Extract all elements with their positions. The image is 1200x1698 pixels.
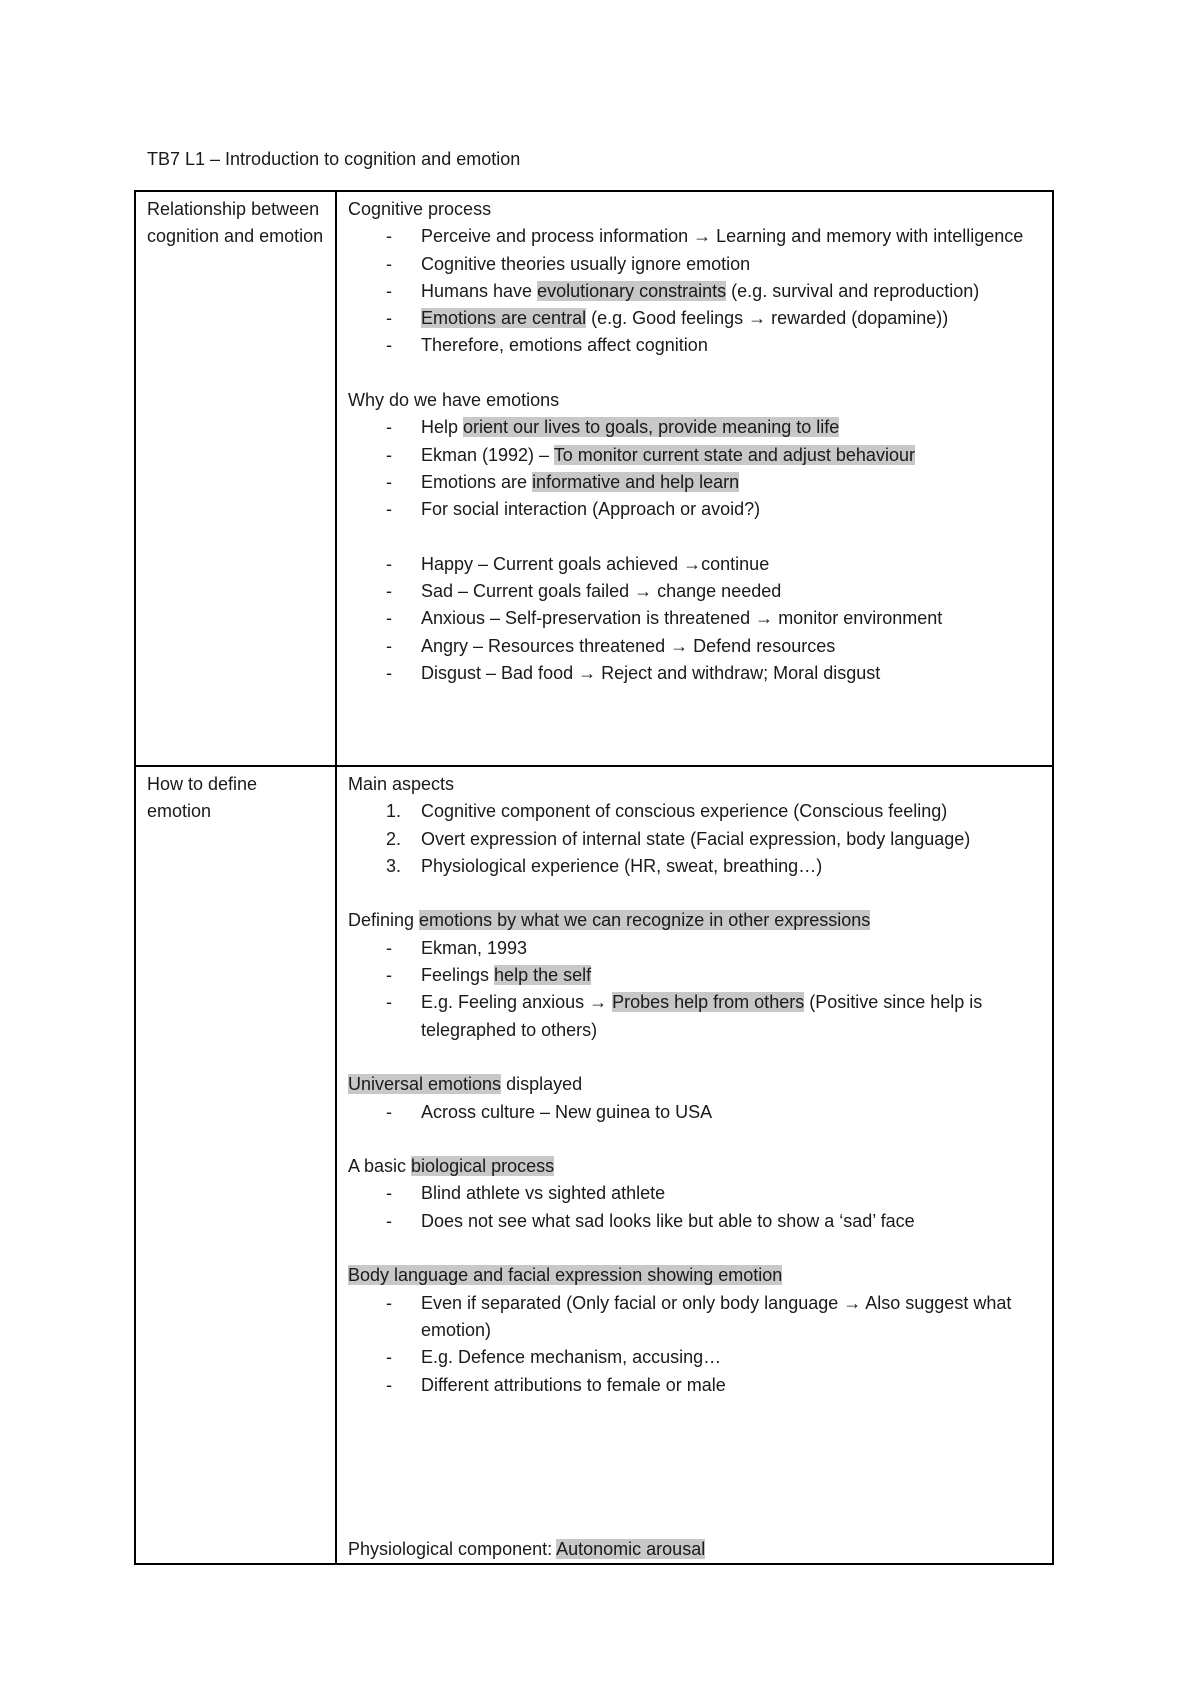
list-item <box>348 633 1042 660</box>
text-run: Humans have <box>421 280 538 301</box>
text-run: Cognitive theories usually ignore emotion <box>421 253 751 274</box>
list-item <box>348 962 1042 989</box>
list-item <box>348 278 1042 305</box>
section-heading <box>348 907 1042 934</box>
text-run: Therefore, emotions affect cognition <box>421 335 708 356</box>
spacer <box>348 1044 1042 1071</box>
row-label-define-emotion: How to define emotion <box>135 766 336 1564</box>
list-item <box>348 1344 1042 1371</box>
list-item <box>348 496 1042 523</box>
table-row <box>135 766 1053 1564</box>
text-run: Blind athlete vs sighted athlete <box>421 1183 666 1204</box>
list-number: 3. <box>386 855 402 876</box>
bullet-list <box>348 1290 1042 1399</box>
bullet-list <box>348 223 1042 359</box>
highlighted-text: Autonomic arousal <box>556 1538 706 1559</box>
list-item <box>348 1372 1042 1399</box>
text-run: Emotions are <box>421 471 533 492</box>
spacer <box>348 1399 1042 1536</box>
bullet-list <box>348 1099 1042 1126</box>
highlighted-text: help the self <box>494 965 592 986</box>
text-run: (e.g. survival and reproduction) <box>726 280 980 301</box>
list-item <box>348 414 1042 441</box>
list-item <box>348 1180 1042 1207</box>
numbered-list <box>348 798 1042 880</box>
list-item <box>348 251 1042 278</box>
spacer <box>348 524 1042 551</box>
highlighted-text: Emotions are central <box>421 308 587 329</box>
section-heading <box>348 1071 1042 1098</box>
list-item <box>348 1099 1042 1126</box>
list-item <box>348 469 1042 496</box>
list-item <box>348 935 1042 962</box>
list-item <box>348 332 1042 359</box>
text-run: Across culture – New guinea to USA <box>421 1101 713 1122</box>
row-content-relationship <box>336 191 1053 766</box>
text-run: Happy – Current goals achieved →continue <box>421 553 770 574</box>
bullet-list <box>348 414 1042 523</box>
list-item <box>348 853 1042 880</box>
section-heading <box>348 1262 1042 1289</box>
list-number: 1. <box>386 801 402 822</box>
text-run: Disgust – Bad food → Reject and withdraw; Moral disgust <box>421 663 881 684</box>
section-heading <box>348 1536 1042 1563</box>
bullet-list <box>348 1180 1042 1235</box>
text-run: Perceive and process information → Learning and memory with intelligence <box>421 226 1024 247</box>
text-run: A basic <box>348 1156 412 1177</box>
document-title: TB7 L1 – Introduction to cognition and emotion <box>147 149 521 169</box>
text-run: Different attributions to female or male <box>421 1374 726 1395</box>
text-run: Ekman, 1993 <box>421 937 528 958</box>
list-item <box>348 223 1042 250</box>
row-label-relationship: Relationship between cognition and emotion <box>135 191 336 766</box>
section-heading: Main aspects <box>348 774 455 794</box>
text-run: Overt expression of internal state (Facial expression, body language) <box>421 828 971 849</box>
highlighted-text: evolutionary constraints <box>537 280 727 301</box>
text-run: Does not see what sad looks like but able to show a ‘sad’ face <box>421 1210 915 1231</box>
spacer <box>348 1235 1042 1262</box>
text-run: Sad – Current goals failed → change needed <box>421 581 782 602</box>
table-row <box>135 191 1053 766</box>
list-item <box>348 305 1042 332</box>
text-run: (Positive since help is telegraphed to others) <box>421 992 983 1040</box>
highlighted-text: Probes help from others <box>612 992 805 1013</box>
spacer <box>348 880 1042 907</box>
list-item <box>348 660 1042 687</box>
highlighted-text: Universal emotions <box>348 1074 502 1095</box>
list-item <box>348 551 1042 578</box>
list-item <box>348 826 1042 853</box>
highlighted-text: emotions by what we can recognize in other expressions <box>419 910 871 931</box>
text-run: Even if separated (Only facial or only body language → Also suggest what emotion) <box>421 1292 1012 1340</box>
list-item <box>348 578 1042 605</box>
text-run: Feelings <box>421 965 495 986</box>
highlighted-text: orient our lives to goals, provide meaning to life <box>463 417 840 438</box>
text-run: Physiological experience (HR, sweat, breathing…) <box>421 855 823 876</box>
list-item <box>348 1290 1042 1345</box>
section-heading: Why do we have emotions <box>348 390 560 411</box>
spacer <box>348 360 1042 387</box>
notes-table <box>134 190 1054 1565</box>
list-item <box>348 798 1042 825</box>
text-run: Physiological component: <box>348 1538 557 1559</box>
highlighted-text: To monitor current state and adjust behaviour <box>553 444 915 465</box>
text-run: Ekman (1992) – <box>421 444 554 465</box>
text-run: displayed <box>501 1074 583 1095</box>
text-run: For social interaction (Approach or avoid?) <box>421 499 761 520</box>
section-heading: Cognitive process <box>348 199 492 219</box>
list-item <box>348 442 1042 469</box>
text-run: Anxious – Self-preservation is threatened → monitor environment <box>421 608 943 629</box>
text-run: (e.g. Good feelings → rewarded (dopamine)) <box>586 308 949 329</box>
list-item <box>348 989 1042 1044</box>
row-content-define-emotion <box>336 766 1053 1564</box>
text-run: Cognitive component of conscious experience (Conscious feeling) <box>421 801 948 822</box>
bullet-list <box>348 551 1042 687</box>
section-heading <box>348 1153 1042 1180</box>
highlighted-text: biological process <box>411 1156 555 1177</box>
text-run: E.g. Defence mechanism, accusing… <box>421 1347 722 1368</box>
highlighted-text: informative and help learn <box>532 471 740 492</box>
text-run: Defining <box>348 910 420 931</box>
list-item <box>348 605 1042 632</box>
list-item <box>348 1208 1042 1235</box>
list-number: 2. <box>386 828 402 849</box>
text-run: Angry – Resources threatened → Defend resources <box>421 635 836 656</box>
bullet-list <box>348 935 1042 1044</box>
text-run: Help <box>421 417 464 438</box>
highlighted-text: Body language and facial expression showing emotion <box>348 1265 783 1286</box>
spacer <box>348 1126 1042 1153</box>
text-run: E.g. Feeling anxious → <box>421 992 613 1013</box>
